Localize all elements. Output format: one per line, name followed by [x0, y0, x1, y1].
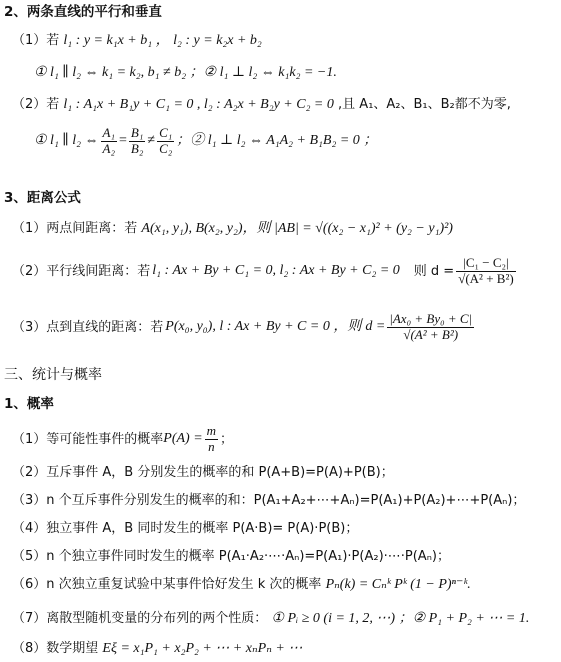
fraction-m-n	[205, 424, 218, 455]
s2-line-3-prefix: （2）若	[12, 97, 60, 112]
p1-line-6-prefix: （6）n 次独立重复试验中某事件恰好发生 k 次的概率	[12, 577, 322, 592]
p1-line-1-end: ；	[220, 431, 234, 447]
s3-line-2	[12, 256, 518, 287]
fraction-a1-a2	[101, 126, 117, 157]
p1-line-6-formula: Pₙ(k) = Cₙᵏ Pᵏ (1 − P)ⁿ⁻ᵏ.	[325, 577, 471, 592]
p1-line-1	[12, 424, 233, 455]
s3-line-2-d: 则 d =	[413, 263, 455, 279]
s2-line-3	[12, 98, 511, 112]
s3-line-3-d: d =	[365, 319, 386, 335]
p1-line-5: （5）n 个独立事件同时发生的概率 P(A₁·A₂·⋯·Aₙ)=P(A₁)·P(A₂)·⋯·P(Aₙ)；	[12, 549, 450, 564]
s2-line-3-suffix: ,且 A₁、A₂、B₁、B₂都不为零,	[338, 97, 511, 112]
s3-line-3	[12, 312, 476, 343]
fraction-parallel-distance	[456, 256, 515, 287]
p1-line-6	[12, 578, 471, 592]
s3-line-3-formula: P(x₀, y₀), l : Ax + By + C = 0 ，则	[165, 319, 362, 335]
fraction-denominator: √(A² + B²)	[458, 270, 514, 286]
fraction-denominator: n	[208, 438, 215, 454]
p1-line-8	[12, 642, 302, 656]
s3-line-2-formula: l₁ : Ax + By + C₁ = 0, l₂ : Ax + By + C₂ = 0	[152, 263, 400, 279]
s2-line-3-formula: l₁ : A₁x + B₁y + C₁ = 0 , l₂ : A₂x + B₂y + C₂ = 0	[63, 97, 334, 112]
part-3-title: 三、统计与概率	[4, 367, 102, 383]
p1-line-8-prefix: （8）数学期望	[12, 641, 99, 656]
fraction-b1-b2	[129, 126, 145, 157]
p1-line-7-formula: ① Pᵢ ≥ 0 (i = 1, 2, ⋯) ；② P₁ + P₂ + ⋯ = 1.	[271, 611, 530, 626]
s3-line-1	[12, 222, 453, 236]
p1-line-7	[12, 612, 529, 626]
s2-line-2-formula: ① l₁ ∥ l₂ ⇔ k₁ = k₂, b₁ ≠ b₂ ；② l₁ ⊥ l₂ ⇔ k₁k₂ = −1.	[34, 65, 337, 80]
fraction-denominator: B₂	[130, 140, 144, 156]
p1-line-7-prefix: （7）离散型随机变量的分布列的两个性质：	[12, 611, 268, 626]
p1-line-1-prefix: （1）等可能性事件的概率	[12, 431, 164, 447]
s2-line-1	[12, 34, 262, 48]
s2-line-1-prefix: （1）若	[12, 33, 60, 48]
s3-line-2-prefix: （2）平行线间距离：若	[12, 263, 151, 279]
p1-line-3: （3）n 个互斥事件分别发生的概率的和：P(A₁+A₂+⋯+Aₙ)=P(A₁)+P(A₂)+⋯+P(Aₙ)；	[12, 493, 526, 508]
s3-line-1-prefix: （1）两点间距离：若	[12, 221, 138, 236]
s2-line-4-part2: ；② l₁ ⊥ l₂ ⇔ A₁A₂ + B₁B₂ = 0 ；	[176, 133, 378, 149]
s2-line-4: ① l₁ ∥ l₂ ⇔ $\frac{\text{A₁}}{\text{A₂}}$ = $\frac{\text{B₁}}{\text{B₂}}$ ≠ $\frac{\text{C₁}}{\text{C₂}}$ ；② l₁ ⊥ l₂ ⇔ A₁A₂ + B₁B₂ = 0 ；	[34, 125, 378, 156]
p1-line-2: （2）互斥事件 A，B 分别发生的概率的和 P(A+B)=P(A)+P(B)；	[12, 465, 394, 480]
probability-title: 1、概率	[4, 396, 54, 412]
fraction-denominator: A₂	[102, 140, 115, 156]
fraction-point-line-distance	[387, 312, 474, 343]
s2-line-1-formula: l₁ : y = k₁x + b₁ ， l₂ : y = k₂x + b₂	[63, 33, 262, 48]
fraction-numerator: |Ax₀ + By₀ + C|	[389, 311, 473, 326]
s2-line-4-part1: ① l₁ ∥ l₂ ⇔	[34, 133, 99, 149]
fraction-denominator: C₂	[159, 140, 173, 156]
s3-line-1-formula: A(x₁, y₁), B(x₂, y₂)，则 |AB| = √((x₂ − x₁)² + (y₂ − y₁)²)	[141, 221, 453, 236]
section-2-title: 2、两条直线的平行和垂直	[4, 4, 162, 20]
fraction-numerator: B₁	[130, 125, 144, 140]
p1-line-1-formula: P(A) =	[163, 431, 203, 447]
fraction-numerator: m	[206, 423, 217, 438]
s3-line-3-prefix: （3）点到直线的距离：若	[12, 319, 164, 335]
fraction-c1-c2	[157, 126, 174, 157]
fraction-numerator: |C₁ − C₂|	[456, 256, 515, 272]
fraction-denominator: √(A² + B²)	[403, 326, 459, 342]
fraction-numerator: A₁	[102, 125, 115, 140]
section-3-title: 3、距离公式	[4, 190, 81, 206]
p1-line-4: （4）独立事件 A，B 同时发生的概率 P(A·B)= P(A)·P(B)；	[12, 521, 359, 536]
p1-line-8-formula: Eξ = x₁P₁ + x₂P₂ + ⋯ + xₙPₙ + ⋯	[102, 641, 303, 656]
fraction-numerator: C₁	[159, 125, 173, 140]
